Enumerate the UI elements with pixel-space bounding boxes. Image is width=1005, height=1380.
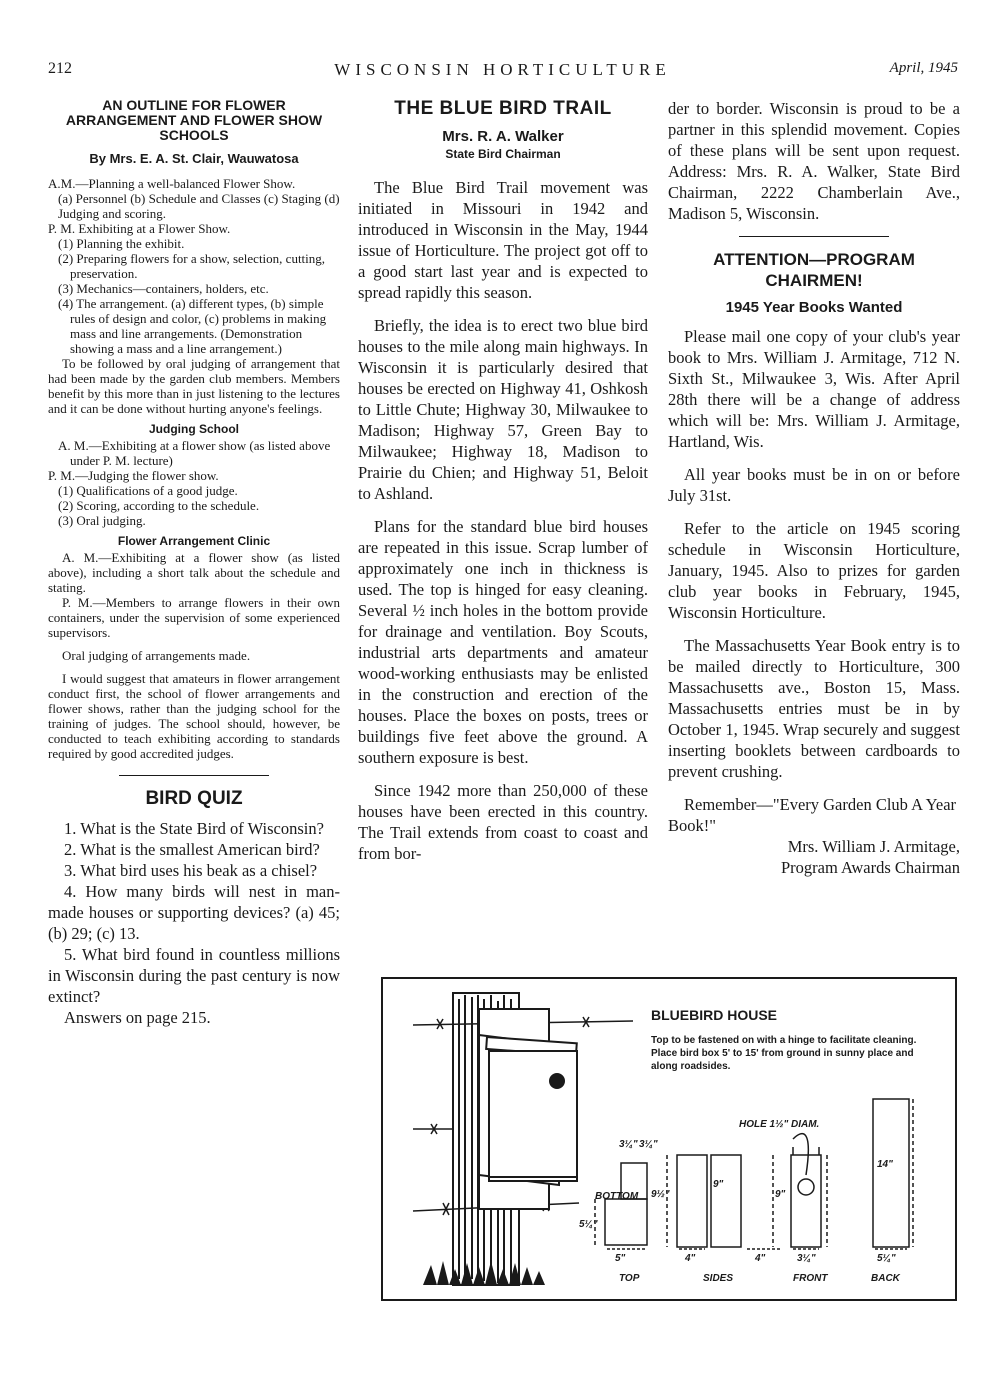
page-header <box>0 60 1005 86</box>
outline-follow-paragraph: To be followed by oral judging of arrangement that had been made by the garden club members. Members benefit by this more than in just listening to the lectures and it can be done without hurting anyone's feelings. <box>48 356 340 416</box>
yearbook-paragraph: Refer to the article on 1945 scoring schedule in Wisconsin Horticulture, January, 1945. Also to prizes for garden club year books in February, 1945, Wisconsin Horticulture. <box>668 519 960 622</box>
outline-item: P. M. Exhibiting at a Flower Show. <box>48 221 231 236</box>
dim-side-h2: 9" <box>713 1179 724 1190</box>
dim-side-w: 4" <box>685 1253 696 1264</box>
birdhouse-illustration <box>479 1009 577 1209</box>
yearbook-paragraph: Please mail one copy of your club's year book to Mrs. William J. Armitage, 712 N. Sixth St., Milwaukee 3, Wis. After April 28th there will be a change of address which will be: Mrs. William J. Armitage, Hartland, Wis. <box>668 327 960 451</box>
bottom-label: BOTTOM <box>595 1191 639 1202</box>
outline-item: (4) The arrangement. (a) different types, (b) simple rules of design and color, (c) problems in making mass and line arrangements. (Demonstration showing a mass and a line arrangement.) <box>58 296 327 356</box>
yearbook-paragraph: The Massachusetts Year Book entry is to be mailed directly to Horticulture, 300 Massachusetts ave., Boston 15, Mass. Massachusetts entries must be in by October 1, 1945. Wrap securely and suggest inserting booklets between cardboards to prevent crushing. <box>668 636 960 781</box>
hole-diameter-label: HOLE 1½" DIAM. <box>739 1119 820 1130</box>
quiz-question: 4. How many birds will nest in man-made houses or supporting devices? (a) 45; (b) 29; (c) 13. <box>48 882 340 943</box>
signature-name: Mrs. William J. Armitage, <box>787 837 960 856</box>
bluebird-author-role: State Bird Chairman <box>445 147 561 161</box>
bluebird-paragraph: Briefly, the idea is to erect two blue bird houses to the mile along main highways. In Wisconsin it is particularly desired that houses be erected on Highway 41, Oshkosh to Little Chute; Highway 30, Milwaukee to Madison; Highway 57, Green Bay to Milwaukee; Highway 18, Madison to Prairie du Chien; and Highway 51, Beloit to Ashland. <box>358 316 648 503</box>
figure-caption: Top to be fastened on with a hinge to facilitate cleaning. Place bird box 5' to 15' from ground in sunny place and along roadsides. <box>651 1035 917 1072</box>
back-label: BACK <box>871 1273 900 1284</box>
attention-title: ATTENTION—PROGRAM CHAIRMEN! <box>713 250 915 290</box>
dim-front-h: 9" <box>775 1189 786 1200</box>
judging-item: P. M.—Judging the flower show. <box>48 468 219 483</box>
bluebird-author: Mrs. R. A. Walker <box>442 128 564 145</box>
journal-title: WISCONSIN HORTICULTURE <box>334 60 671 79</box>
bluebird-house-figure <box>381 977 957 1301</box>
quiz-question: 5. What bird found in countless millions in Wisconsin during the past century is now extinct? <box>48 945 340 1006</box>
yearbooks-subtitle: 1945 Year Books Wanted <box>725 299 903 316</box>
dim-back-h: 14" <box>877 1159 893 1170</box>
divider <box>119 775 269 776</box>
judging-item: (2) Scoring, according to the schedule. <box>58 498 260 513</box>
judging-item: (3) Oral judging. <box>58 513 146 528</box>
dim-bottom-b: 3¼" <box>639 1139 658 1150</box>
bluebird-house-drawing <box>383 979 955 1299</box>
outline-item: (a) Personnel (b) Schedule and Classes (c) Staging (d) Judging and scoring. <box>58 191 340 221</box>
dim-front-inner: 3¼" <box>797 1253 816 1264</box>
outline-byline: By Mrs. E. A. St. Clair, Wauwatosa <box>89 151 299 166</box>
judging-school-heading: Judging School <box>149 422 239 436</box>
quiz-title: BIRD QUIZ <box>145 788 243 809</box>
bluebird-paragraph: Since 1942 more than 250,000 of these houses have been erected in this country. The Trail extends from coast to coast and from bor- <box>358 781 648 863</box>
outline-item: (3) Mechanics—containers, holders, etc. <box>58 281 269 296</box>
bluebird-continuation: der to border. Wisconsin is proud to be a partner in this splendid movement. Copies of these plans will be sent upon request. Address: Mrs. R. A. Walker, State Bird Chairman, 2222 Chamberlain Ave., Madison 5, Wisconsin. <box>668 99 960 223</box>
remember-slogan: Remember—"Every Garden Club A Year Book!" <box>668 795 957 835</box>
judging-item: A. M.—Exhibiting at a flower show (as listed above under P. M. lecture) <box>58 438 331 468</box>
top-label: TOP <box>619 1273 640 1284</box>
column-3 <box>668 98 960 878</box>
sides-label: SIDES <box>703 1273 734 1284</box>
outline-item: (1) Planning the exhibit. <box>58 236 185 251</box>
oral-judging-paragraph: Oral judging of arrangements made. <box>62 648 251 663</box>
dim-side-h1: 9½" <box>651 1189 670 1200</box>
clinic-paragraph: A. M.—Exhibiting at a flower show (as listed above), including a short talk about the schedule and stating. <box>48 550 340 595</box>
divider <box>739 236 889 237</box>
column-2 <box>358 98 648 876</box>
dim-top-w: 5" <box>615 1253 626 1264</box>
outline-article-title: AN OUTLINE FOR FLOWER ARRANGEMENT AND FLOWER SHOW SCHOOLS <box>65 97 323 143</box>
yearbook-paragraph: All year books must be in on or before July 31st. <box>668 465 960 505</box>
clinic-heading: Flower Arrangement Clinic <box>117 534 271 548</box>
outline-item: (2) Preparing flowers for a show, selection, cutting, preservation. <box>58 251 326 281</box>
quiz-question: 1. What is the State Bird of Wisconsin? <box>64 819 324 838</box>
issue-date: April, 1945 <box>889 60 958 76</box>
page-number: 212 <box>48 60 72 77</box>
outline-item: A.M.—Planning a well-balanced Flower Show. <box>48 176 296 191</box>
bluebird-paragraph: The Blue Bird Trail movement was initiated in Missouri in 1942 and introduced in Wisconsin in the May, 1944 issue of Horticulture. The project got off to a good start last year and is expected to spread rapidly this season. <box>358 178 648 302</box>
column-1 <box>48 98 340 1028</box>
quiz-question: 2. What is the smallest American bird? <box>64 840 320 859</box>
quiz-answers-note: Answers on page 215. <box>64 1008 211 1027</box>
dim-top-h: 5¼" <box>579 1219 598 1230</box>
front-label: FRONT <box>793 1273 828 1284</box>
dim-bottom-a: 3¼" <box>619 1139 638 1150</box>
clinic-paragraph: P. M.—Members to arrange flowers in their own containers, under the supervision of some experienced supervisors. <box>48 595 340 640</box>
signature-title: Program Awards Chairman <box>780 858 960 877</box>
bluebird-article-title: THE BLUE BIRD TRAIL <box>394 98 612 119</box>
quiz-question: 3. What bird uses his beak as a chisel? <box>64 861 318 880</box>
dim-front-w: 4" <box>755 1253 766 1264</box>
suggestion-paragraph: I would suggest that amateurs in flower arrangement conduct first, the school of flower arrangements and flower shows, rather than the judging school for the training of judges. The school should, however, be conducted to teach exhibiting according to standards required by good accredited judges. <box>48 671 340 761</box>
bluebird-paragraph: Plans for the standard blue bird houses are repeated in this issue. Scrap lumber of approximately one inch in thickness is used. The top is hinged for easy cleaning. Several ½ inch holes in the bottom provide for drainage and ventilation. Boy Scouts, industrial arts departments and amateur wood-working enthusiasts may be enlisted in the construction and erection of the houses. Place the boxes on posts, trees or buildings five feet above the ground. A southern exposure is best. <box>358 517 648 767</box>
figure-title: BLUEBIRD HOUSE <box>651 1007 778 1023</box>
judging-item: (1) Qualifications of a good judge. <box>58 483 238 498</box>
dim-back-w: 5¼" <box>877 1253 896 1264</box>
